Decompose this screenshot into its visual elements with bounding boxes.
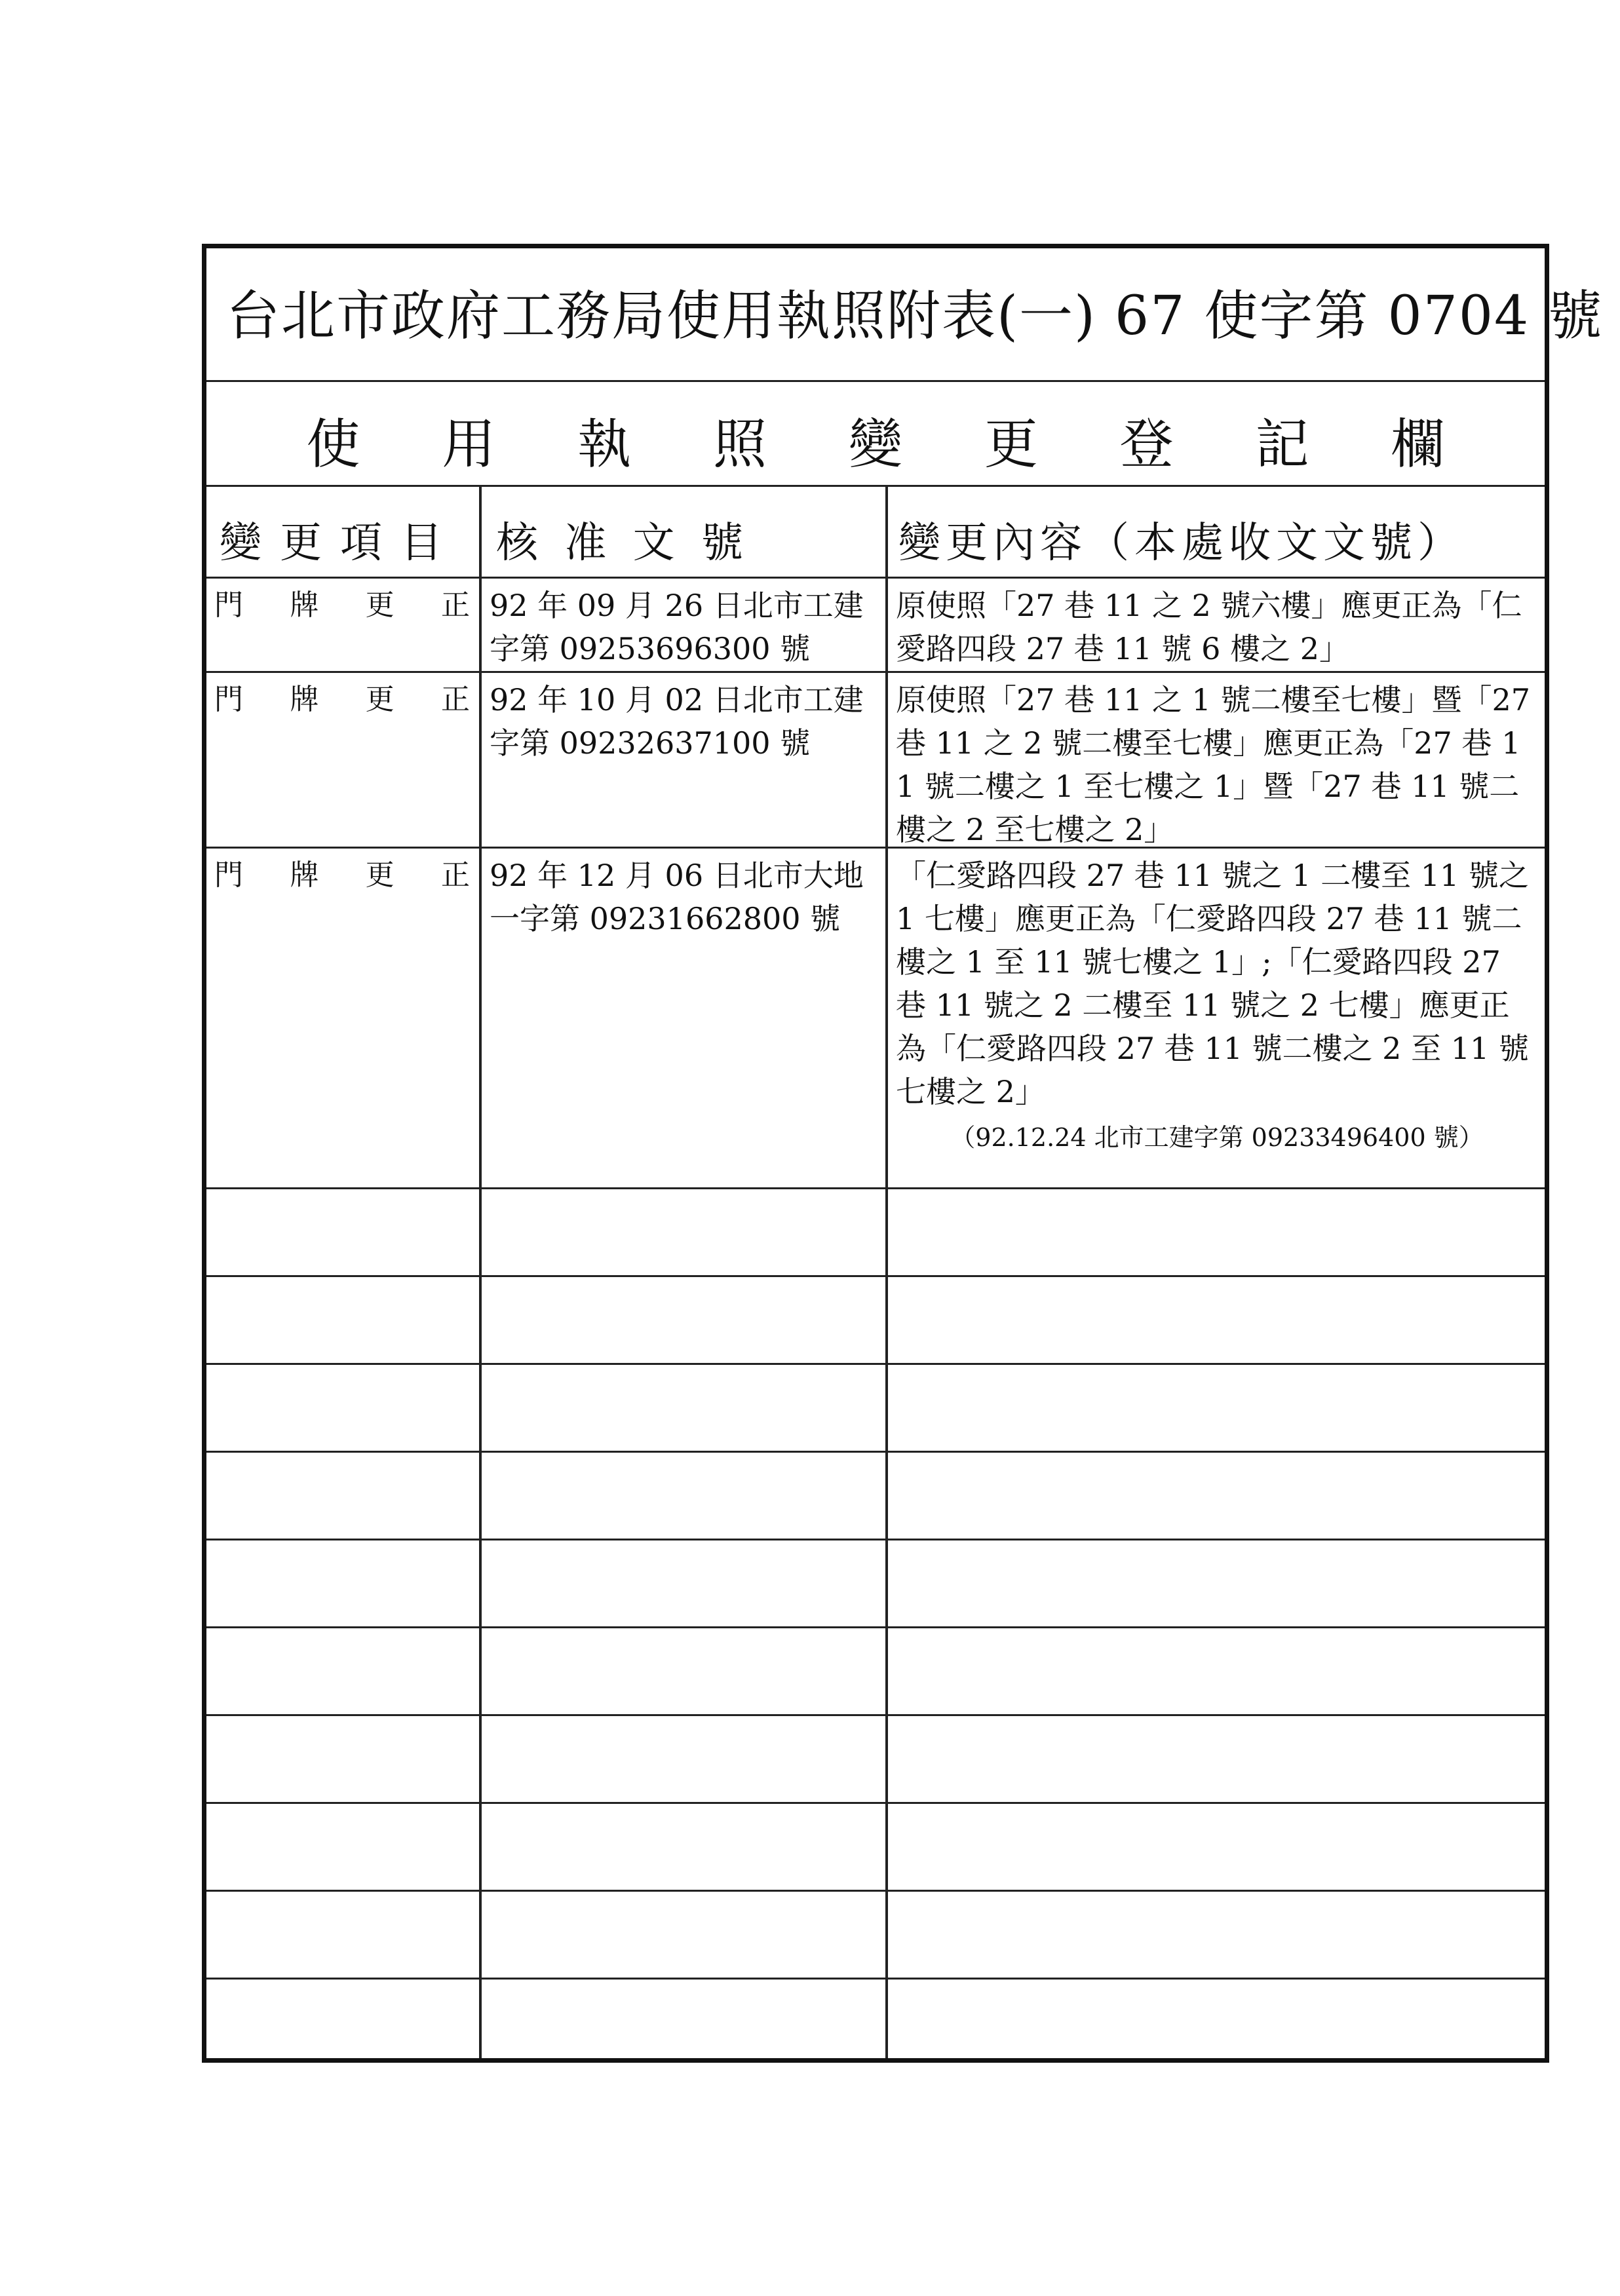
empty-table-row	[206, 1189, 1545, 1277]
empty-cell	[888, 1189, 1545, 1275]
section-title-char: 使	[306, 413, 360, 476]
change-item-char: 正	[440, 683, 470, 716]
change-item-char: 正	[440, 858, 470, 892]
title-row	[206, 248, 1604, 382]
change-item-char: 更	[365, 588, 395, 622]
change-item-cell	[206, 673, 482, 847]
empty-cell	[206, 1980, 482, 2058]
change-content-text: 原使照「27 巷 11 之 2 號六樓」應更正為「仁愛路四段 27 巷 11 號 6 樓之 2」	[896, 588, 1522, 666]
empty-cell	[206, 1540, 482, 1626]
empty-table-row	[206, 1628, 1545, 1716]
change-item-char: 更	[365, 858, 395, 892]
empty-table-row	[206, 1892, 1545, 1980]
section-title-char: 用	[442, 413, 496, 476]
empty-cell	[888, 1277, 1545, 1363]
empty-cell	[206, 1716, 482, 1802]
empty-cell	[888, 1540, 1545, 1626]
empty-cell	[482, 1540, 888, 1626]
header-approval-no: 核 准 文 號	[482, 487, 888, 577]
empty-cell	[206, 1453, 482, 1539]
section-title-char: 欄	[1391, 413, 1445, 476]
content-cell	[888, 673, 1545, 847]
change-item-text	[214, 584, 473, 627]
empty-cell	[888, 1980, 1545, 2058]
empty-cell	[888, 1892, 1545, 1978]
section-title	[206, 402, 1545, 478]
approval-cell	[482, 579, 888, 671]
change-content-text: 原使照「27 巷 11 之 1 號二樓至七樓」暨「27 巷 11 之 2 號二樓至七樓」應更正為「27 巷 11 號二樓之 1 至七樓之 1」暨「27 巷 11 號二樓之 2 至七樓之 2」	[896, 682, 1540, 847]
section-title-char: 更	[984, 413, 1038, 476]
empty-table-row	[206, 1980, 1545, 2058]
empty-cell	[206, 1892, 482, 1978]
approval-text: 92 年 09 月 26 日北市工建字第 09253696300 號	[490, 588, 864, 666]
empty-table-row	[206, 1453, 1545, 1540]
approval-text: 92 年 10 月 02 日北市工建字第 09232637100 號	[490, 682, 864, 761]
header-change-item: 變更項目	[206, 487, 482, 577]
section-title-char: 登	[1119, 413, 1174, 476]
empty-cell	[482, 1277, 888, 1363]
empty-cell	[482, 1716, 888, 1802]
empty-cell	[888, 1453, 1545, 1539]
table-row	[206, 849, 1545, 1189]
section-title-char: 執	[577, 413, 632, 476]
table-row	[206, 579, 1545, 673]
content-cell	[888, 579, 1545, 671]
empty-cell	[482, 1892, 888, 1978]
change-item-cell	[206, 579, 482, 671]
license-annex-table	[202, 244, 1604, 2063]
receipt-note: （92.12.24 北市工建字第 09233496400 號）	[950, 1123, 1484, 1152]
empty-cell	[206, 1277, 482, 1363]
empty-cell	[888, 1804, 1545, 1890]
subtitle-row	[206, 382, 1545, 487]
empty-cell	[206, 1189, 482, 1275]
approval-cell	[482, 849, 888, 1187]
empty-cell	[482, 1628, 888, 1714]
header-row	[206, 487, 1545, 579]
change-item-char: 門	[214, 858, 243, 892]
empty-cell	[206, 1365, 482, 1451]
content-cell	[888, 849, 1545, 1187]
empty-cell	[482, 1453, 888, 1539]
empty-table-row	[206, 1804, 1545, 1892]
change-item-char: 正	[440, 588, 470, 622]
header-change-content: 變更內容（本處收文文號）	[898, 519, 1465, 567]
empty-cell	[482, 1980, 888, 2058]
change-item-char: 牌	[290, 858, 319, 892]
change-item-char: 門	[214, 683, 243, 716]
empty-table-row	[206, 1716, 1545, 1804]
table-row	[206, 673, 1545, 849]
empty-cell	[888, 1628, 1545, 1714]
empty-cell	[482, 1189, 888, 1275]
approval-text: 92 年 12 月 06 日北市大地一字第 09231662800 號	[490, 858, 864, 936]
change-item-char: 更	[365, 683, 395, 716]
change-item-char: 牌	[290, 683, 319, 716]
empty-table-row	[206, 1277, 1545, 1365]
change-item-text	[214, 678, 473, 721]
empty-cell	[888, 1365, 1545, 1451]
empty-table-row	[206, 1365, 1545, 1453]
change-item-cell	[206, 849, 482, 1187]
empty-table-row	[206, 1540, 1545, 1628]
section-title-char: 變	[848, 413, 902, 476]
document-title: 台北市政府工務局使用執照附表(一) 67 使字第 0704 號	[226, 285, 1604, 347]
change-item-char: 門	[214, 588, 243, 622]
empty-cell	[482, 1365, 888, 1451]
empty-cell	[206, 1804, 482, 1890]
section-title-char: 照	[713, 413, 767, 476]
change-item-char: 牌	[290, 588, 319, 622]
empty-cell	[206, 1628, 482, 1714]
empty-cell	[888, 1716, 1545, 1802]
change-content-text: 「仁愛路四段 27 巷 11 號之 1 二樓至 11 號之 1 七樓」應更正為「仁愛路四段 27 巷 11 號二樓之 1 至 11 號七樓之 1」;「仁愛路四段 27 巷 11 號之 2 二樓至 11 號之 2 七樓」應更正為「仁愛路四段 27 巷 11 號二樓之 2 至 11 號七樓之 2」	[896, 858, 1539, 1109]
approval-cell	[482, 673, 888, 847]
change-item-text	[214, 854, 473, 897]
empty-cell	[482, 1804, 888, 1890]
section-title-char: 記	[1255, 413, 1309, 476]
